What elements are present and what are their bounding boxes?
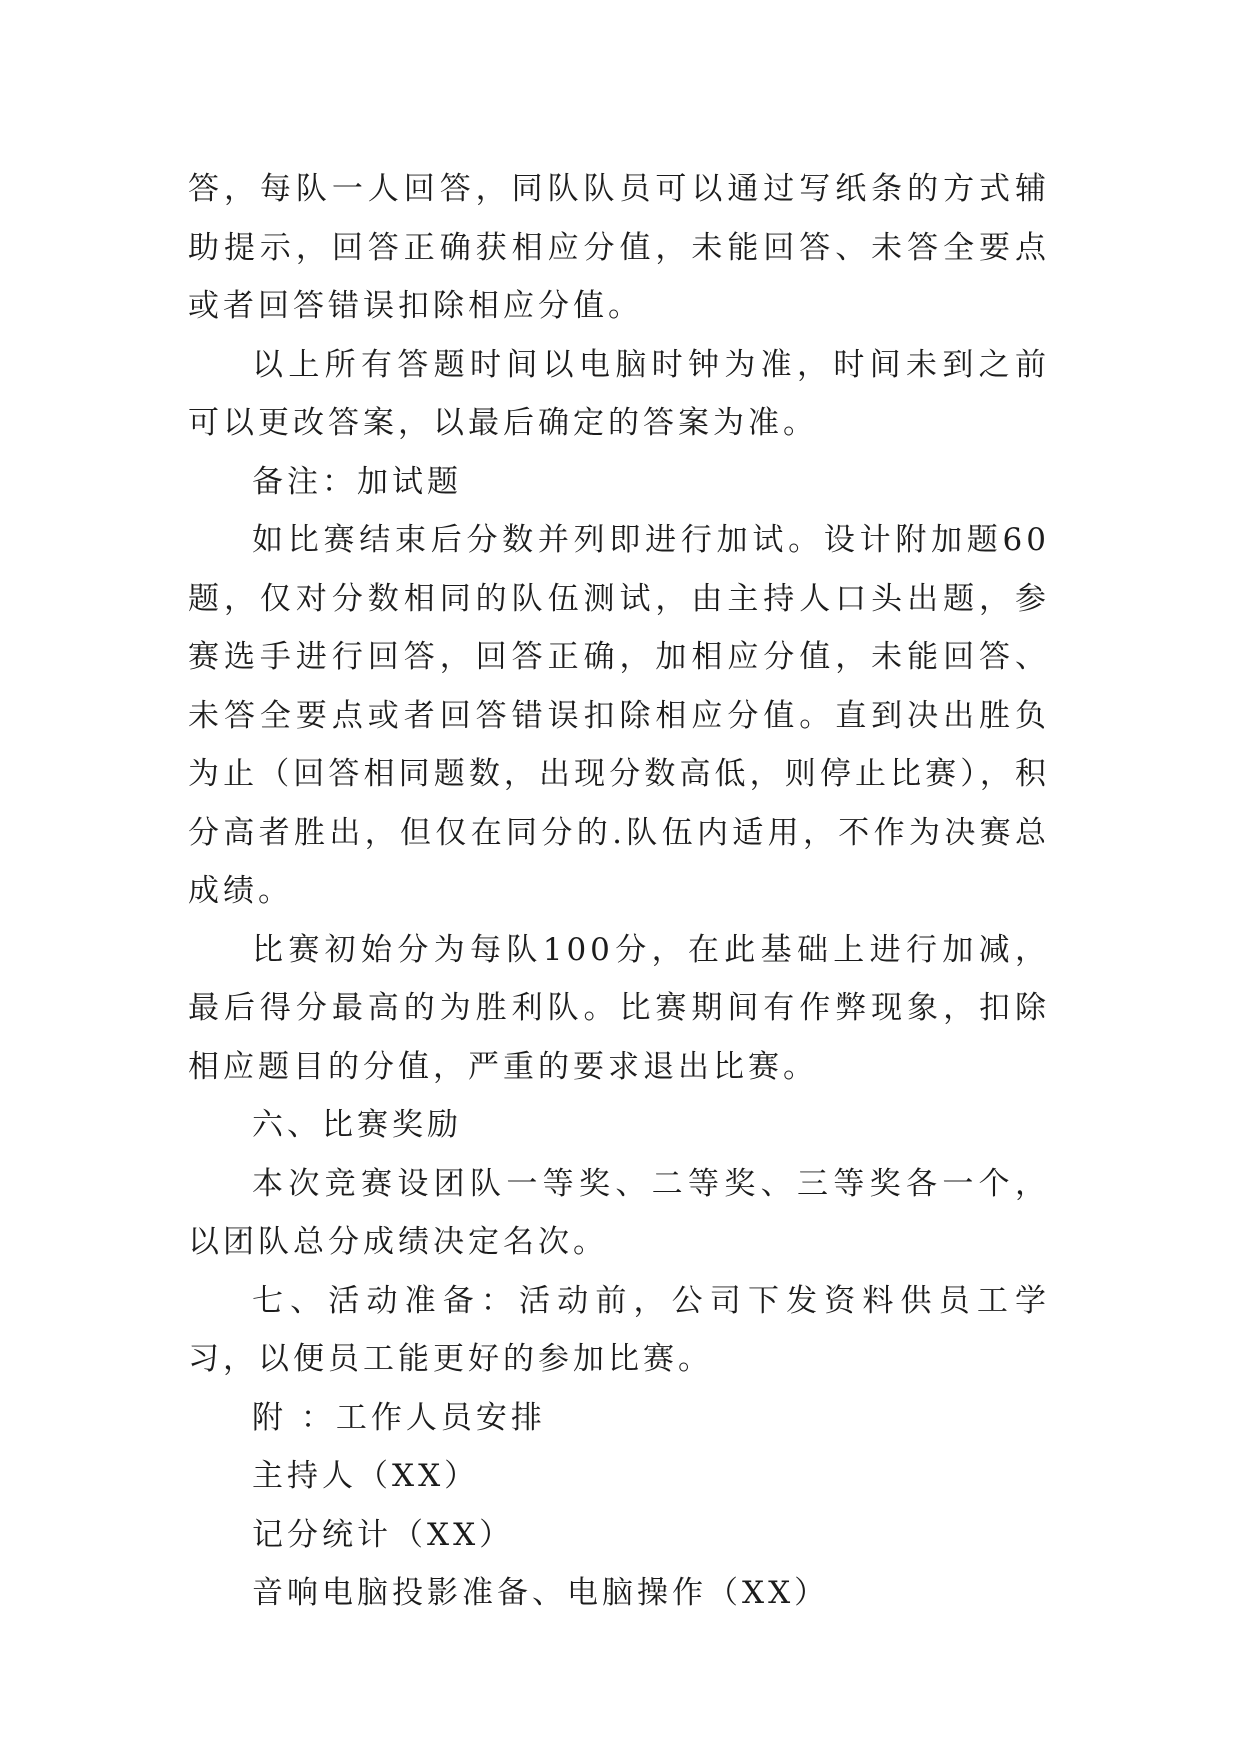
paragraph-note-heading: 备注：加试题	[252, 463, 462, 500]
paragraph-answer-rules: 答，每队一人回答，同队队员可以通过写纸条的方式辅助提示，回答正确获相应分值，未能回答、未答全要点或者回答错误扣除相应分值。	[188, 171, 1050, 324]
paragraph-awards: 本次竞赛设团队一等奖、二等奖、三等奖各一个，以团队总分成绩决定名次。	[188, 1165, 1050, 1260]
paragraph-tiebreak-rules: 如比赛结束后分数并列即进行加试。设计附加题60题，仅对分数相同的队伍测试，由主持人口头出题，参赛选手进行回答，回答正确，加相应分值，未能回答、未答全要点或者回答错误扣除相应分值。直到决出胜负为止（回答相同题数，出现分数高低，则停止比赛），积分高者胜出，但仅在同分的.队伍内适用，不作为决赛总成绩。	[188, 522, 1050, 909]
staff-item-host: 主持人（XX）	[252, 1458, 480, 1494]
staff-item-scoring: 记分统计（XX）	[252, 1516, 515, 1553]
document-body	[188, 160, 1050, 1623]
paragraph-scoring-rules: 比赛初始分为每队100分，在此基础上进行加减，最后得分最高的为胜利队。比赛期间有作弊现象，扣除相应题目的分值，严重的要求退出比赛。	[188, 931, 1050, 1085]
paragraph-preparation: 七、活动准备：活动前，公司下发资料供员工学习，以便员工能更好的参加比赛。	[188, 1282, 1050, 1377]
paragraph-timing-rules: 以上所有答题时间以电脑时钟为准，时间未到之前可以更改答案，以最后确定的答案为准。	[188, 346, 1050, 441]
staff-item-av: 音响电脑投影准备、电脑操作（XX）	[252, 1575, 830, 1611]
section-heading-awards: 六、比赛奖励	[252, 1107, 462, 1143]
paragraph-staff-heading: 附 ：工作人员安排	[252, 1399, 546, 1436]
